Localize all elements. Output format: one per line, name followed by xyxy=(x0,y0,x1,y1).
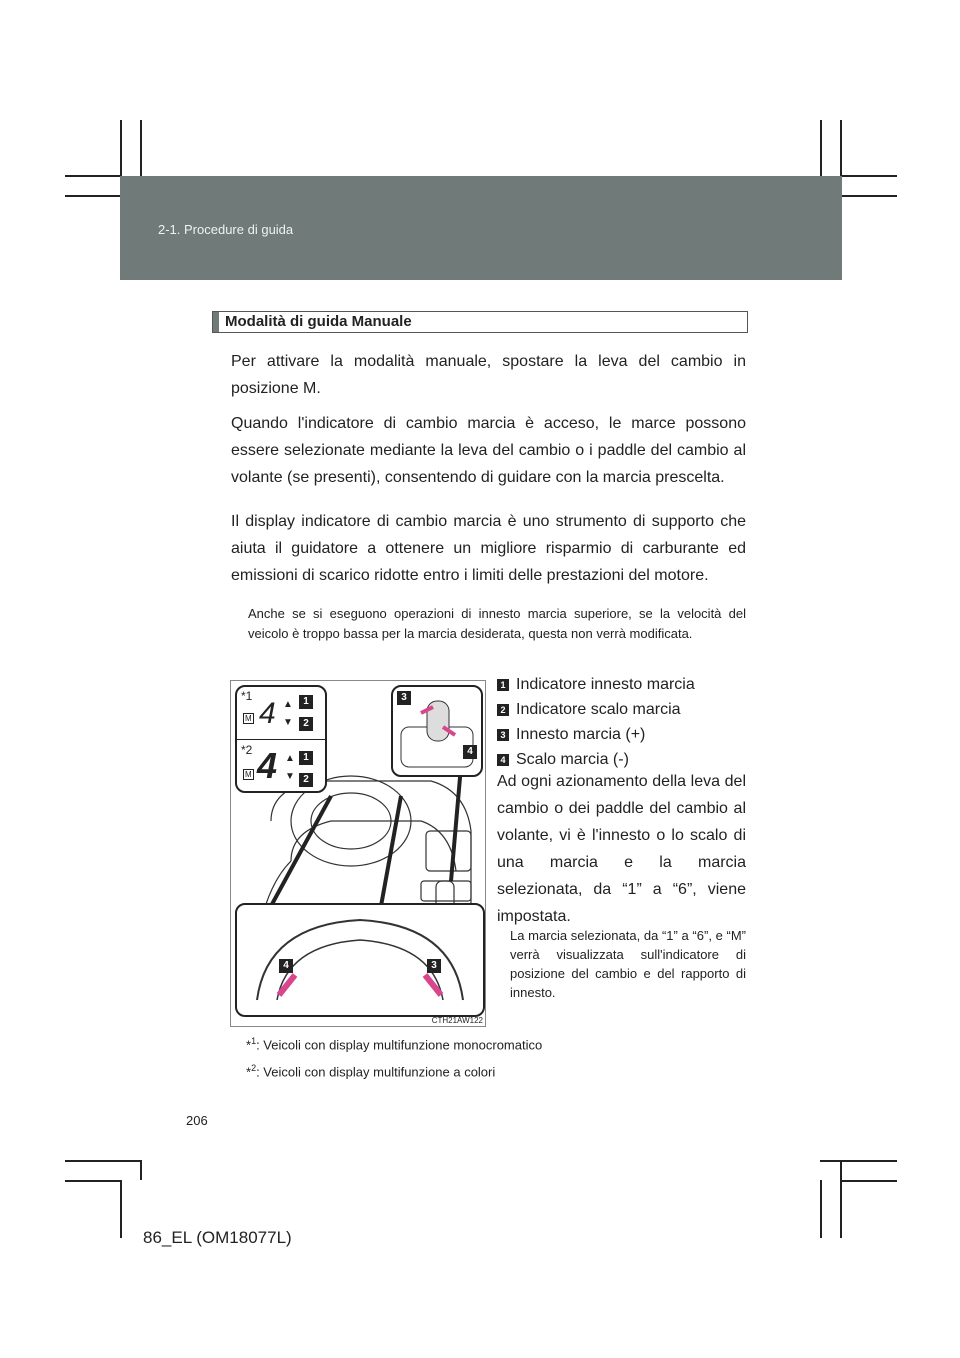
legend-item xyxy=(497,726,645,750)
crop-mark xyxy=(140,1160,142,1180)
footnote-text: : Veicoli con display multifunzione a colori xyxy=(256,1064,496,1080)
crop-mark xyxy=(840,195,897,197)
note-gear-speed: Anche se si eseguono operazioni di innesto marcia superiore, se la velocità del veicolo è troppo bassa per la marcia desiderata, questa non verrà modificata. xyxy=(248,606,746,641)
footnote-mark: * xyxy=(246,1037,252,1053)
legend-label: Innesto marcia (+) xyxy=(516,726,646,743)
crop-mark xyxy=(120,1180,122,1238)
legend-number: 4 xyxy=(497,754,509,766)
gear-shift-illustration xyxy=(230,680,486,1027)
legend-number: 1 xyxy=(497,679,509,691)
mode-m-label-color: M xyxy=(245,770,252,779)
callout-1: 1 xyxy=(299,695,313,709)
paragraph-1: Per attivare la modalità manuale, spostare la leva del cambio in posizione M. xyxy=(231,353,746,397)
star2-marker: *2 xyxy=(241,743,253,757)
footnote-2 xyxy=(246,1063,495,1079)
crop-mark xyxy=(840,1160,842,1238)
breadcrumb: 2-1. Procedure di guida xyxy=(158,222,294,237)
legend-item xyxy=(497,676,695,700)
down-arrow-icon: ▼ xyxy=(283,717,293,728)
callout-2: 2 xyxy=(299,773,313,787)
footnote-1 xyxy=(246,1036,542,1052)
crop-mark xyxy=(140,120,142,180)
figure-code: CTH21AW122 xyxy=(431,1016,483,1025)
legend-label: Scalo marcia (-) xyxy=(516,751,629,768)
shift-explanation: Ad ogni azionamento della leva del cambio o dei paddle del cambio al volante, vi è l'innesto o lo scalo di una marcia e la marcia selezionata, da “1” a “6”, viene impostata. xyxy=(497,773,746,925)
crop-mark xyxy=(120,120,122,180)
legend-label: Indicatore innesto marcia xyxy=(516,676,695,693)
crop-mark xyxy=(840,175,897,177)
crop-mark xyxy=(65,175,122,177)
paragraph-2: Quando l'indicatore di cambio marcia è acceso, le marce possono essere selezionate mediante la leva del cambio o i paddle del cambio al volante (se presenti), consentendo di guidare con la marcia prescelta. xyxy=(231,415,746,486)
crop-mark xyxy=(820,1160,897,1162)
chapter-header xyxy=(120,176,842,280)
up-arrow-icon: ▲ xyxy=(285,753,295,764)
legend-item xyxy=(497,701,681,725)
crop-mark xyxy=(820,1180,822,1238)
footnote-text: : Veicoli con display multifunzione monocromatico xyxy=(256,1037,543,1053)
legend-number: 2 xyxy=(497,704,509,716)
crop-mark xyxy=(65,195,122,197)
footnote-sup: 1 xyxy=(251,1036,257,1046)
gear-indicator-callout xyxy=(235,685,327,793)
callout-4: 4 xyxy=(279,959,293,973)
crop-mark xyxy=(820,120,822,180)
section-title: Modalità di guida Manuale xyxy=(212,311,748,333)
document-code: 86_EL (OM18077L) xyxy=(143,1228,292,1247)
shift-lever-callout xyxy=(391,685,483,777)
paddle-shifter-callout xyxy=(235,903,485,1017)
legend-label: Indicatore scalo marcia xyxy=(516,701,681,718)
callout-1: 1 xyxy=(299,751,313,765)
star1-marker: *1 xyxy=(241,689,253,703)
mode-m-label: M xyxy=(245,714,252,723)
steering-wheel-icon xyxy=(237,905,483,1015)
callout-3: 3 xyxy=(397,691,411,705)
display-note: La marcia selezionata, da “1” a “6”, e “M” verrà visualizzata sull'indicatore di posizione del cambio e del rapporto di innesto. xyxy=(510,928,746,1000)
crop-mark xyxy=(840,120,842,180)
callout-2: 2 xyxy=(299,717,313,731)
callout-divider xyxy=(237,739,325,740)
footnote-mark: * xyxy=(246,1064,252,1080)
gear-digit-color: 4 xyxy=(257,745,278,786)
gear-digit-mono: 4 xyxy=(259,697,276,730)
up-arrow-icon: ▲ xyxy=(283,699,293,710)
down-arrow-icon: ▼ xyxy=(285,771,295,782)
crop-mark xyxy=(65,1180,122,1182)
footnote-sup: 2 xyxy=(251,1063,257,1073)
page-number: 206 xyxy=(186,1113,208,1128)
crop-mark xyxy=(65,1160,142,1162)
callout-3: 3 xyxy=(427,959,441,973)
paragraph-3: Il display indicatore di cambio marcia è uno strumento di supporto che aiuta il guidatore a ottenere un migliore risparmio di carburante ed emissioni di scarico ridotte entro i limiti delle prestazioni del motore. xyxy=(231,513,746,584)
crop-mark xyxy=(840,1180,897,1182)
callout-4: 4 xyxy=(463,745,477,759)
legend-number: 3 xyxy=(497,729,509,741)
